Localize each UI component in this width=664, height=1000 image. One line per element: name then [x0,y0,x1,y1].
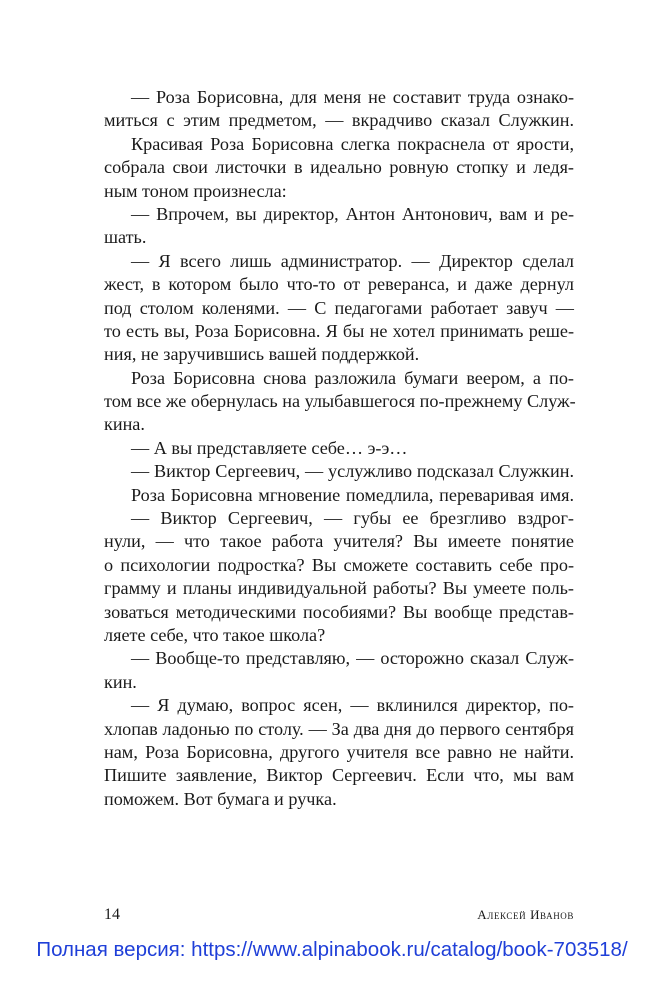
text-line: грамму и планы индивидуальной работы? Вы умеете поль- [104,578,574,599]
text-line: — Я думаю, вопрос ясен, — вклинился директор, по- [131,695,574,716]
text-line: хлопав ладонью по столу. — За два дня до первого сентября [104,718,574,739]
body-text [104,86,574,811]
text-line: собрала свои листочки в идеально ровную стопку и ледя- [104,157,574,178]
text-line: шать. [104,227,147,248]
running-head-author: Алексей Иванов [477,907,574,922]
text-line: Пишите заявление, Виктор Сергеевич. Если что, мы вам [104,765,574,786]
text-line: зоваться методическими пособиями? Вы вообще представ- [104,601,574,622]
text-line: — Роза Борисовна, для меня не составит труда ознако- [131,87,574,107]
text-line: — Вообще-то представляю, — осторожно сказал Служ- [131,648,574,669]
text-line: Роза Борисовна снова разложила бумаги веером, а по- [131,367,574,388]
text-line: Красивая Роза Борисовна слегка покраснела от ярости, [131,133,574,154]
page-number: 14 [104,906,120,923]
page-footer [104,904,574,926]
text-line: — Я всего лишь администратор. — Директор сделал [131,250,574,271]
text-line: поможем. Вот бумага и ручка. [104,788,337,809]
text-line: жест, в котором было что-то от реверанса, и даже дернул [104,274,574,295]
text-line: ляете себе, что такое школа? [104,624,326,645]
text-line: нули, — что такое работа учителя? Вы имеете понятие [104,531,574,552]
text-line: миться с этим предметом, — вкрадчиво сказал Служкин. [104,110,574,131]
text-line: — Виктор Сергеевич, — губы ее брезгливо вздрог- [131,508,574,529]
text-line: ным тоном произнесла: [104,180,287,201]
text-line: — Виктор Сергеевич, — услужливо подсказал Служкин. [131,461,574,482]
text-line: ния, не заручившись вашей поддержкой. [104,344,420,365]
text-line: Роза Борисовна мгновение помедлила, переваривая имя. [131,484,574,505]
text-line: том все же обернулась на улыбавшегося по-прежнему Служ- [104,391,576,412]
text-line: — А вы представляете себе… э-э… [131,437,408,458]
text-line: — Впрочем, вы директор, Антон Антонович, вам и ре- [131,203,574,224]
full-version-link[interactable]: Полная версия: https://www.alpinabook.ru/catalog/book-703518/ [36,938,628,961]
text-line: кина. [104,414,145,435]
text-line: под столом коленями. — С педагогами работает завуч — [104,297,574,318]
text-line: кин. [104,671,137,692]
text-line: нам, Роза Борисовна, другого учителя все равно не найти. [104,741,574,762]
text-line: то есть вы, Роза Борисовна. Я бы не хотел принимать реше- [104,320,574,341]
text-line: о психологии подростка? Вы сможете составить себе про- [104,554,574,575]
